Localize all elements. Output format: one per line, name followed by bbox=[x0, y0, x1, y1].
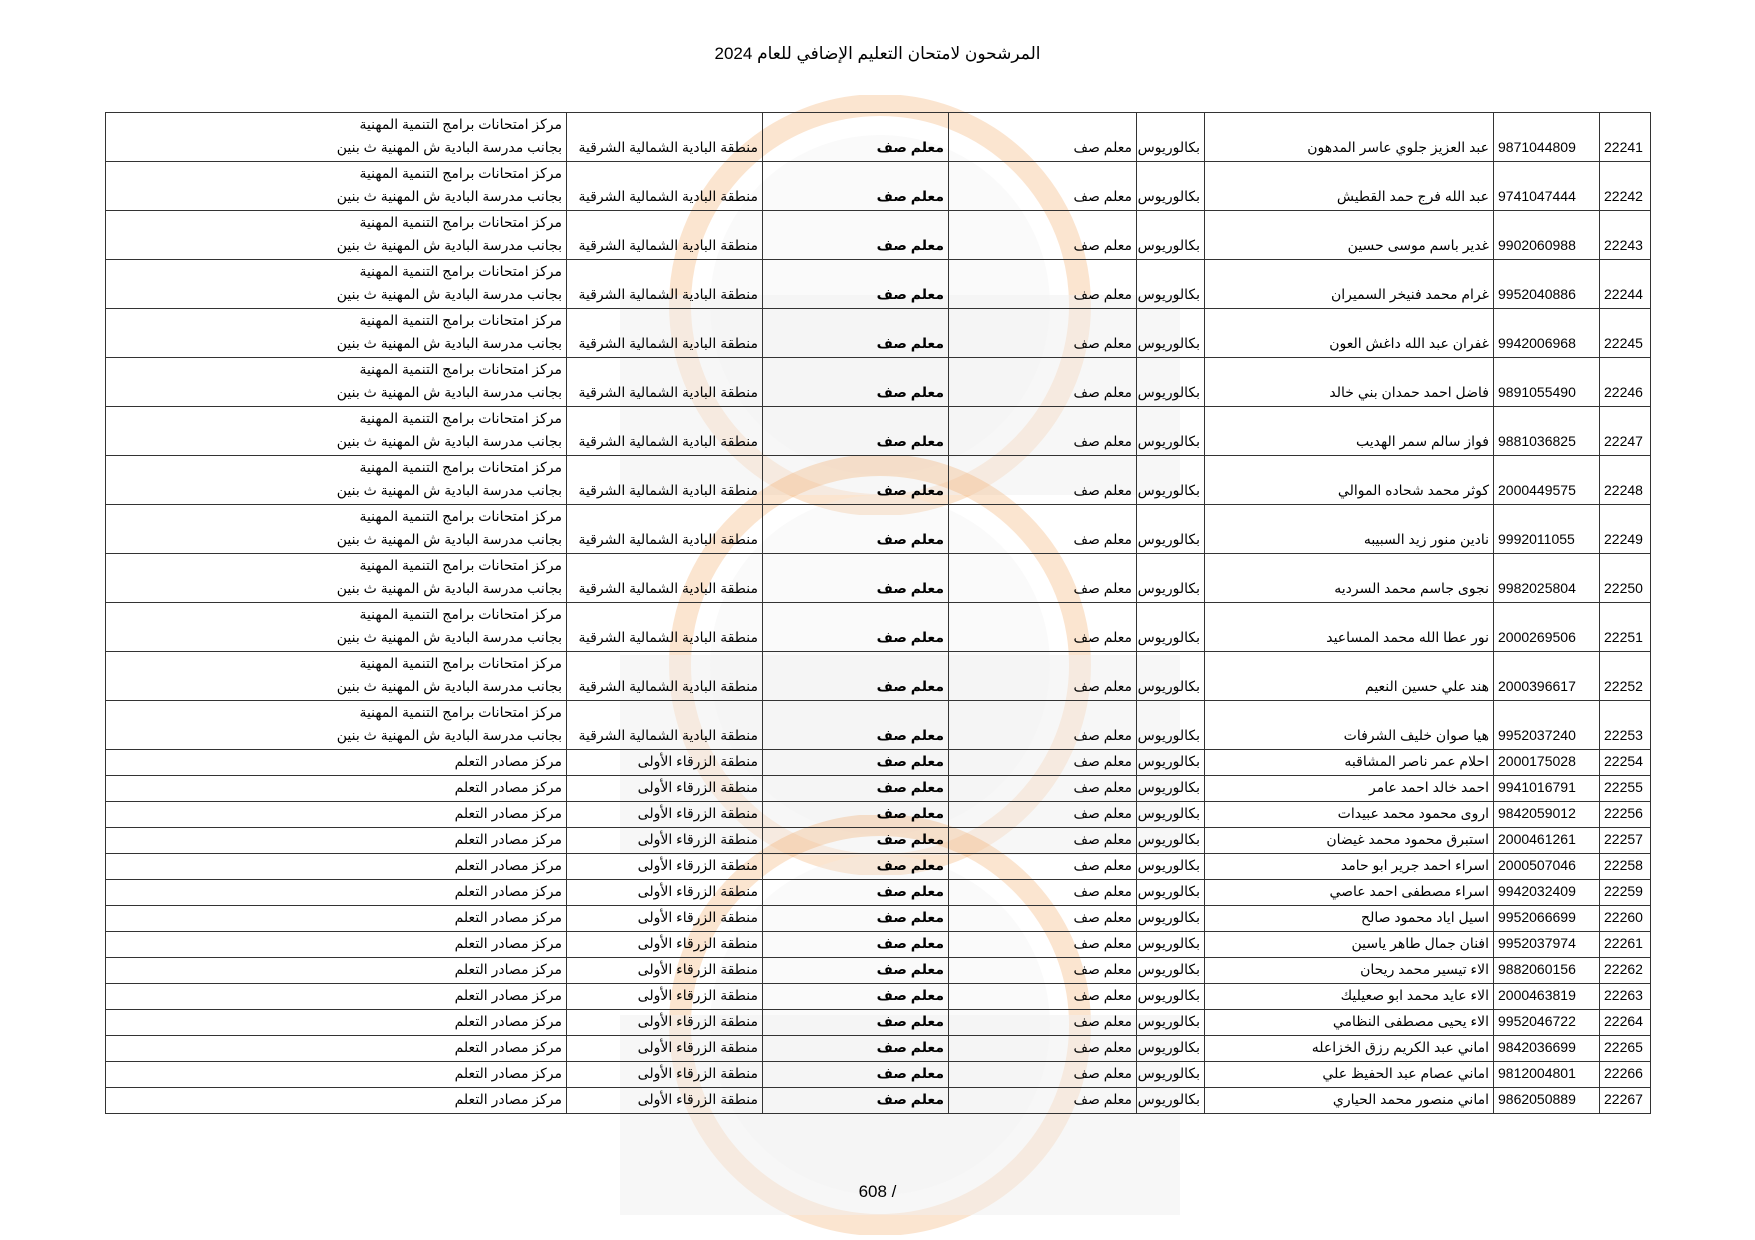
region-cell: منطقة الزرقاء الأولى bbox=[567, 854, 763, 880]
specialization-cell: معلم صف bbox=[949, 932, 1137, 958]
name-cell: اماني عصام عبد الحفيظ علي bbox=[1205, 1062, 1494, 1088]
seq-cell: 22243 bbox=[1600, 211, 1651, 260]
job-cell: معلم صف bbox=[763, 906, 949, 932]
specialization-cell: معلم صف bbox=[949, 162, 1137, 211]
region-cell: منطقة البادية الشمالية الشرقية bbox=[567, 211, 763, 260]
name-cell: احمد خالد احمد عامر bbox=[1205, 776, 1494, 802]
specialization-cell: معلم صف bbox=[949, 407, 1137, 456]
specialization-cell: معلم صف bbox=[949, 906, 1137, 932]
degree-cell: بكالوريوس bbox=[1137, 854, 1205, 880]
specialization-cell: معلم صف bbox=[949, 776, 1137, 802]
region-cell: منطقة البادية الشمالية الشرقية bbox=[567, 456, 763, 505]
specialization-cell: معلم صف bbox=[949, 554, 1137, 603]
exam-center-line: مركز امتحانات برامج التنمية المهنية bbox=[359, 704, 562, 720]
exam-center-line: بجانب مدرسة البادية ش المهنية ث بنين bbox=[336, 335, 562, 351]
degree-cell: بكالوريوس bbox=[1137, 554, 1205, 603]
seq-cell: 22266 bbox=[1600, 1062, 1651, 1088]
seq-cell: 22258 bbox=[1600, 854, 1651, 880]
degree-cell: بكالوريوس bbox=[1137, 113, 1205, 162]
job-cell: معلم صف bbox=[763, 162, 949, 211]
national-id-cell: 9891055490 bbox=[1494, 358, 1600, 407]
name-cell: احلام عمر ناصر المشاقبه bbox=[1205, 750, 1494, 776]
exam-center-line: بجانب مدرسة البادية ش المهنية ث بنين bbox=[336, 237, 562, 253]
name-cell: اماني عبد الكريم رزق الخزاعله bbox=[1205, 1036, 1494, 1062]
specialization-cell: معلم صف bbox=[949, 505, 1137, 554]
seq-cell: 22246 bbox=[1600, 358, 1651, 407]
region-cell: منطقة الزرقاء الأولى bbox=[567, 750, 763, 776]
seq-cell: 22264 bbox=[1600, 1010, 1651, 1036]
name-cell: الاء تيسير محمد ريحان bbox=[1205, 958, 1494, 984]
seq-cell: 22263 bbox=[1600, 984, 1651, 1010]
exam-center-line: مركز امتحانات برامج التنمية المهنية bbox=[359, 165, 562, 181]
degree-cell: بكالوريوس bbox=[1137, 407, 1205, 456]
seq-cell: 22265 bbox=[1600, 1036, 1651, 1062]
national-id-cell: 2000449575 bbox=[1494, 456, 1600, 505]
job-cell: معلم صف bbox=[763, 113, 949, 162]
national-id-cell: 2000507046 bbox=[1494, 854, 1600, 880]
region-cell: منطقة البادية الشمالية الشرقية bbox=[567, 309, 763, 358]
seq-cell: 22255 bbox=[1600, 776, 1651, 802]
seq-cell: 22249 bbox=[1600, 505, 1651, 554]
seq-cell: 22256 bbox=[1600, 802, 1651, 828]
national-id-cell: 9882060156 bbox=[1494, 958, 1600, 984]
specialization-cell: معلم صف bbox=[949, 1088, 1137, 1114]
degree-cell: بكالوريوس bbox=[1137, 958, 1205, 984]
exam-center-line: بجانب مدرسة البادية ش المهنية ث بنين bbox=[336, 433, 562, 449]
specialization-cell: معلم صف bbox=[949, 652, 1137, 701]
table-row bbox=[106, 906, 1651, 932]
region-cell: منطقة البادية الشمالية الشرقية bbox=[567, 554, 763, 603]
national-id-cell: 2000269506 bbox=[1494, 603, 1600, 652]
region-cell: منطقة الزرقاء الأولى bbox=[567, 1088, 763, 1114]
table-row bbox=[106, 1036, 1651, 1062]
region-cell: منطقة الزرقاء الأولى bbox=[567, 776, 763, 802]
region-cell: منطقة البادية الشمالية الشرقية bbox=[567, 162, 763, 211]
name-cell: اسراء احمد جرير ابو حامد bbox=[1205, 854, 1494, 880]
name-cell: هند علي حسين النعيم bbox=[1205, 652, 1494, 701]
exam-center-cell bbox=[106, 1062, 567, 1088]
table-row bbox=[106, 211, 1651, 260]
degree-cell: بكالوريوس bbox=[1137, 828, 1205, 854]
seq-cell: 22250 bbox=[1600, 554, 1651, 603]
exam-center-cell bbox=[106, 750, 567, 776]
name-cell: غفران عبد الله داغش العون bbox=[1205, 309, 1494, 358]
exam-center-line: مركز مصادر التعلم bbox=[454, 1065, 562, 1081]
exam-center-line: بجانب مدرسة البادية ش المهنية ث بنين bbox=[336, 678, 562, 694]
page-title: المرشحون لامتحان التعليم الإضافي للعام 2024 bbox=[714, 44, 1041, 63]
seq-cell: 22267 bbox=[1600, 1088, 1651, 1114]
table-row bbox=[106, 407, 1651, 456]
national-id-cell: 9942032409 bbox=[1494, 880, 1600, 906]
exam-center-line: مركز مصادر التعلم bbox=[454, 1039, 562, 1055]
region-cell: منطقة البادية الشمالية الشرقية bbox=[567, 652, 763, 701]
job-cell: معلم صف bbox=[763, 456, 949, 505]
region-cell: منطقة البادية الشمالية الشرقية bbox=[567, 407, 763, 456]
specialization-cell: معلم صف bbox=[949, 456, 1137, 505]
name-cell: استبرق محمود محمد غيضان bbox=[1205, 828, 1494, 854]
exam-center-cell bbox=[106, 260, 567, 309]
exam-center-line: بجانب مدرسة البادية ش المهنية ث بنين bbox=[336, 384, 562, 400]
specialization-cell: معلم صف bbox=[949, 828, 1137, 854]
national-id-cell: 9942006968 bbox=[1494, 309, 1600, 358]
national-id-cell: 9941016791 bbox=[1494, 776, 1600, 802]
region-cell: منطقة الزرقاء الأولى bbox=[567, 932, 763, 958]
degree-cell: بكالوريوس bbox=[1137, 260, 1205, 309]
degree-cell: بكالوريوس bbox=[1137, 1088, 1205, 1114]
exam-center-cell bbox=[106, 162, 567, 211]
job-cell: معلم صف bbox=[763, 1062, 949, 1088]
exam-center-cell bbox=[106, 1036, 567, 1062]
exam-center-cell bbox=[106, 776, 567, 802]
table-row bbox=[106, 802, 1651, 828]
exam-center-line: مركز مصادر التعلم bbox=[454, 1013, 562, 1029]
seq-cell: 22248 bbox=[1600, 456, 1651, 505]
region-cell: منطقة الزرقاء الأولى bbox=[567, 1036, 763, 1062]
region-cell: منطقة الزرقاء الأولى bbox=[567, 958, 763, 984]
name-cell: عبد الله فرج حمد القطيش bbox=[1205, 162, 1494, 211]
job-cell: معلم صف bbox=[763, 1088, 949, 1114]
table-row bbox=[106, 162, 1651, 211]
specialization-cell: معلم صف bbox=[949, 750, 1137, 776]
degree-cell: بكالوريوس bbox=[1137, 932, 1205, 958]
exam-center-cell bbox=[106, 652, 567, 701]
exam-center-line: بجانب مدرسة البادية ش المهنية ث بنين bbox=[336, 629, 562, 645]
exam-center-line: مركز امتحانات برامج التنمية المهنية bbox=[359, 606, 562, 622]
job-cell: معلم صف bbox=[763, 1010, 949, 1036]
job-cell: معلم صف bbox=[763, 958, 949, 984]
exam-center-line: مركز امتحانات برامج التنمية المهنية bbox=[359, 214, 562, 230]
national-id-cell: 9952066699 bbox=[1494, 906, 1600, 932]
national-id-cell: 2000396617 bbox=[1494, 652, 1600, 701]
degree-cell: بكالوريوس bbox=[1137, 211, 1205, 260]
degree-cell: بكالوريوس bbox=[1137, 358, 1205, 407]
seq-cell: 22253 bbox=[1600, 701, 1651, 750]
job-cell: معلم صف bbox=[763, 309, 949, 358]
degree-cell: بكالوريوس bbox=[1137, 1062, 1205, 1088]
exam-center-line: مركز امتحانات برامج التنمية المهنية bbox=[359, 655, 562, 671]
job-cell: معلم صف bbox=[763, 505, 949, 554]
table-row bbox=[106, 828, 1651, 854]
exam-center-line: مركز امتحانات برامج التنمية المهنية bbox=[359, 459, 562, 475]
table-row bbox=[106, 701, 1651, 750]
name-cell: نادين منور زيد السبيبه bbox=[1205, 505, 1494, 554]
exam-center-line: مركز امتحانات برامج التنمية المهنية bbox=[359, 312, 562, 328]
specialization-cell: معلم صف bbox=[949, 802, 1137, 828]
job-cell: معلم صف bbox=[763, 802, 949, 828]
seq-cell: 22252 bbox=[1600, 652, 1651, 701]
exam-center-cell bbox=[106, 456, 567, 505]
exam-center-line: مركز مصادر التعلم bbox=[454, 909, 562, 925]
national-id-cell: 9862050889 bbox=[1494, 1088, 1600, 1114]
degree-cell: بكالوريوس bbox=[1137, 906, 1205, 932]
degree-cell: بكالوريوس bbox=[1137, 802, 1205, 828]
national-id-cell: 2000175028 bbox=[1494, 750, 1600, 776]
name-cell: الاء عايد محمد ابو صعيليك bbox=[1205, 984, 1494, 1010]
seq-cell: 22242 bbox=[1600, 162, 1651, 211]
specialization-cell: معلم صف bbox=[949, 1036, 1137, 1062]
exam-center-line: مركز مصادر التعلم bbox=[454, 779, 562, 795]
exam-center-line: مركز مصادر التعلم bbox=[454, 831, 562, 847]
exam-center-cell bbox=[106, 358, 567, 407]
exam-center-line: بجانب مدرسة البادية ش المهنية ث بنين bbox=[336, 531, 562, 547]
name-cell: الاء يحيى مصطفى النظامي bbox=[1205, 1010, 1494, 1036]
region-cell: منطقة البادية الشمالية الشرقية bbox=[567, 701, 763, 750]
region-cell: منطقة الزرقاء الأولى bbox=[567, 984, 763, 1010]
job-cell: معلم صف bbox=[763, 603, 949, 652]
exam-center-cell bbox=[106, 932, 567, 958]
seq-cell: 22257 bbox=[1600, 828, 1651, 854]
specialization-cell: معلم صف bbox=[949, 603, 1137, 652]
name-cell: عبد العزيز جلوي عاسر المدهون bbox=[1205, 113, 1494, 162]
degree-cell: بكالوريوس bbox=[1137, 505, 1205, 554]
seq-cell: 22245 bbox=[1600, 309, 1651, 358]
table-row bbox=[106, 652, 1651, 701]
job-cell: معلم صف bbox=[763, 358, 949, 407]
national-id-cell: 9952037240 bbox=[1494, 701, 1600, 750]
national-id-cell: 9952037974 bbox=[1494, 932, 1600, 958]
name-cell: اسيل اياد محمود صالح bbox=[1205, 906, 1494, 932]
exam-center-line: مركز مصادر التعلم bbox=[454, 935, 562, 951]
job-cell: معلم صف bbox=[763, 652, 949, 701]
table-row bbox=[106, 1088, 1651, 1114]
specialization-cell: معلم صف bbox=[949, 358, 1137, 407]
exam-center-cell bbox=[106, 1010, 567, 1036]
degree-cell: بكالوريوس bbox=[1137, 652, 1205, 701]
national-id-cell: 9842036699 bbox=[1494, 1036, 1600, 1062]
specialization-cell: معلم صف bbox=[949, 113, 1137, 162]
degree-cell: بكالوريوس bbox=[1137, 880, 1205, 906]
specialization-cell: معلم صف bbox=[949, 309, 1137, 358]
degree-cell: بكالوريوس bbox=[1137, 1036, 1205, 1062]
exam-center-line: مركز امتحانات برامج التنمية المهنية bbox=[359, 116, 562, 132]
exam-center-cell bbox=[106, 880, 567, 906]
job-cell: معلم صف bbox=[763, 554, 949, 603]
name-cell: فواز سالم سمر الهديب bbox=[1205, 407, 1494, 456]
specialization-cell: معلم صف bbox=[949, 1010, 1137, 1036]
job-cell: معلم صف bbox=[763, 880, 949, 906]
exam-center-cell bbox=[106, 828, 567, 854]
page-number: 608 / bbox=[858, 1182, 897, 1201]
degree-cell: بكالوريوس bbox=[1137, 603, 1205, 652]
specialization-cell: معلم صف bbox=[949, 260, 1137, 309]
seq-cell: 22262 bbox=[1600, 958, 1651, 984]
region-cell: منطقة البادية الشمالية الشرقية bbox=[567, 113, 763, 162]
degree-cell: بكالوريوس bbox=[1137, 162, 1205, 211]
exam-center-line: مركز مصادر التعلم bbox=[454, 1091, 562, 1107]
name-cell: كوثر محمد شحاده الموالي bbox=[1205, 456, 1494, 505]
name-cell: فاضل احمد حمدان بني خالد bbox=[1205, 358, 1494, 407]
table-row bbox=[106, 554, 1651, 603]
specialization-cell: معلم صف bbox=[949, 880, 1137, 906]
name-cell: اسراء مصطفى احمد عاصي bbox=[1205, 880, 1494, 906]
national-id-cell: 9741047444 bbox=[1494, 162, 1600, 211]
specialization-cell: معلم صف bbox=[949, 854, 1137, 880]
name-cell: نور عطا الله محمد المساعيد bbox=[1205, 603, 1494, 652]
region-cell: منطقة البادية الشمالية الشرقية bbox=[567, 505, 763, 554]
job-cell: معلم صف bbox=[763, 260, 949, 309]
name-cell: غدير باسم موسى حسين bbox=[1205, 211, 1494, 260]
exam-center-cell bbox=[106, 603, 567, 652]
national-id-cell: 9871044809 bbox=[1494, 113, 1600, 162]
degree-cell: بكالوريوس bbox=[1137, 776, 1205, 802]
exam-center-cell bbox=[106, 211, 567, 260]
exam-center-line: مركز مصادر التعلم bbox=[454, 883, 562, 899]
region-cell: منطقة الزرقاء الأولى bbox=[567, 880, 763, 906]
exam-center-cell bbox=[106, 407, 567, 456]
exam-center-line: بجانب مدرسة البادية ش المهنية ث بنين bbox=[336, 286, 562, 302]
exam-center-line: مركز امتحانات برامج التنمية المهنية bbox=[359, 508, 562, 524]
national-id-cell: 2000461261 bbox=[1494, 828, 1600, 854]
exam-center-line: مركز مصادر التعلم bbox=[454, 805, 562, 821]
seq-cell: 22251 bbox=[1600, 603, 1651, 652]
seq-cell: 22261 bbox=[1600, 932, 1651, 958]
degree-cell: بكالوريوس bbox=[1137, 1010, 1205, 1036]
table-row bbox=[106, 505, 1651, 554]
table-row bbox=[106, 113, 1651, 162]
name-cell: افنان جمال طاهر ياسين bbox=[1205, 932, 1494, 958]
degree-cell: بكالوريوس bbox=[1137, 309, 1205, 358]
exam-center-line: بجانب مدرسة البادية ش المهنية ث بنين bbox=[336, 727, 562, 743]
national-id-cell: 9952046722 bbox=[1494, 1010, 1600, 1036]
national-id-cell: 9902060988 bbox=[1494, 211, 1600, 260]
exam-center-cell bbox=[106, 958, 567, 984]
national-id-cell: 9881036825 bbox=[1494, 407, 1600, 456]
job-cell: معلم صف bbox=[763, 984, 949, 1010]
region-cell: منطقة البادية الشمالية الشرقية bbox=[567, 603, 763, 652]
specialization-cell: معلم صف bbox=[949, 984, 1137, 1010]
region-cell: منطقة الزرقاء الأولى bbox=[567, 906, 763, 932]
exam-center-line: مركز امتحانات برامج التنمية المهنية bbox=[359, 410, 562, 426]
degree-cell: بكالوريوس bbox=[1137, 701, 1205, 750]
job-cell: معلم صف bbox=[763, 932, 949, 958]
exam-center-line: بجانب مدرسة البادية ش المهنية ث بنين bbox=[336, 139, 562, 155]
job-cell: معلم صف bbox=[763, 1036, 949, 1062]
candidates-table bbox=[105, 112, 1651, 1114]
exam-center-line: مركز مصادر التعلم bbox=[454, 857, 562, 873]
national-id-cell: 9952040886 bbox=[1494, 260, 1600, 309]
table-row bbox=[106, 309, 1651, 358]
region-cell: منطقة الزرقاء الأولى bbox=[567, 1062, 763, 1088]
table-row bbox=[106, 932, 1651, 958]
degree-cell: بكالوريوس bbox=[1137, 456, 1205, 505]
exam-center-line: بجانب مدرسة البادية ش المهنية ث بنين bbox=[336, 482, 562, 498]
seq-cell: 22260 bbox=[1600, 906, 1651, 932]
job-cell: معلم صف bbox=[763, 828, 949, 854]
job-cell: معلم صف bbox=[763, 211, 949, 260]
name-cell: هيا صوان خليف الشرفات bbox=[1205, 701, 1494, 750]
region-cell: منطقة الزرقاء الأولى bbox=[567, 802, 763, 828]
table-row bbox=[106, 984, 1651, 1010]
exam-center-cell bbox=[106, 554, 567, 603]
national-id-cell: 9842059012 bbox=[1494, 802, 1600, 828]
region-cell: منطقة الزرقاء الأولى bbox=[567, 1010, 763, 1036]
exam-center-cell bbox=[106, 505, 567, 554]
exam-center-cell bbox=[106, 854, 567, 880]
region-cell: منطقة البادية الشمالية الشرقية bbox=[567, 358, 763, 407]
name-cell: نجوى جاسم محمد السرديه bbox=[1205, 554, 1494, 603]
table-row bbox=[106, 603, 1651, 652]
job-cell: معلم صف bbox=[763, 776, 949, 802]
region-cell: منطقة البادية الشمالية الشرقية bbox=[567, 260, 763, 309]
specialization-cell: معلم صف bbox=[949, 701, 1137, 750]
exam-center-line: مركز امتحانات برامج التنمية المهنية bbox=[359, 263, 562, 279]
exam-center-cell bbox=[106, 309, 567, 358]
exam-center-line: بجانب مدرسة البادية ش المهنية ث بنين bbox=[336, 188, 562, 204]
national-id-cell: 9812004801 bbox=[1494, 1062, 1600, 1088]
exam-center-cell bbox=[106, 113, 567, 162]
job-cell: معلم صف bbox=[763, 407, 949, 456]
seq-cell: 22254 bbox=[1600, 750, 1651, 776]
national-id-cell: 2000463819 bbox=[1494, 984, 1600, 1010]
seq-cell: 22241 bbox=[1600, 113, 1651, 162]
specialization-cell: معلم صف bbox=[949, 958, 1137, 984]
job-cell: معلم صف bbox=[763, 701, 949, 750]
exam-center-cell bbox=[106, 906, 567, 932]
table-row bbox=[106, 260, 1651, 309]
table-row bbox=[106, 750, 1651, 776]
name-cell: اروى محمود محمد عبيدات bbox=[1205, 802, 1494, 828]
seq-cell: 22247 bbox=[1600, 407, 1651, 456]
name-cell: غرام محمد فنيخر السميران bbox=[1205, 260, 1494, 309]
exam-center-cell bbox=[106, 802, 567, 828]
exam-center-cell bbox=[106, 701, 567, 750]
region-cell: منطقة الزرقاء الأولى bbox=[567, 828, 763, 854]
job-cell: معلم صف bbox=[763, 750, 949, 776]
exam-center-line: مركز امتحانات برامج التنمية المهنية bbox=[359, 557, 562, 573]
exam-center-line: مركز مصادر التعلم bbox=[454, 961, 562, 977]
exam-center-cell bbox=[106, 984, 567, 1010]
exam-center-line: مركز امتحانات برامج التنمية المهنية bbox=[359, 361, 562, 377]
specialization-cell: معلم صف bbox=[949, 1062, 1137, 1088]
specialization-cell: معلم صف bbox=[949, 211, 1137, 260]
table-row bbox=[106, 358, 1651, 407]
exam-center-cell bbox=[106, 1088, 567, 1114]
job-cell: معلم صف bbox=[763, 854, 949, 880]
name-cell: اماني منصور محمد الحياري bbox=[1205, 1088, 1494, 1114]
exam-center-line: بجانب مدرسة البادية ش المهنية ث بنين bbox=[336, 580, 562, 596]
seq-cell: 22259 bbox=[1600, 880, 1651, 906]
table-row bbox=[106, 1010, 1651, 1036]
national-id-cell: 9982025804 bbox=[1494, 554, 1600, 603]
exam-center-line: مركز مصادر التعلم bbox=[454, 753, 562, 769]
exam-center-line: مركز مصادر التعلم bbox=[454, 987, 562, 1003]
seq-cell: 22244 bbox=[1600, 260, 1651, 309]
table-row bbox=[106, 854, 1651, 880]
table-row bbox=[106, 1062, 1651, 1088]
table-row bbox=[106, 958, 1651, 984]
table-row bbox=[106, 776, 1651, 802]
degree-cell: بكالوريوس bbox=[1137, 750, 1205, 776]
table-row bbox=[106, 880, 1651, 906]
national-id-cell: 9992011055 bbox=[1494, 505, 1600, 554]
degree-cell: بكالوريوس bbox=[1137, 984, 1205, 1010]
table-row bbox=[106, 456, 1651, 505]
